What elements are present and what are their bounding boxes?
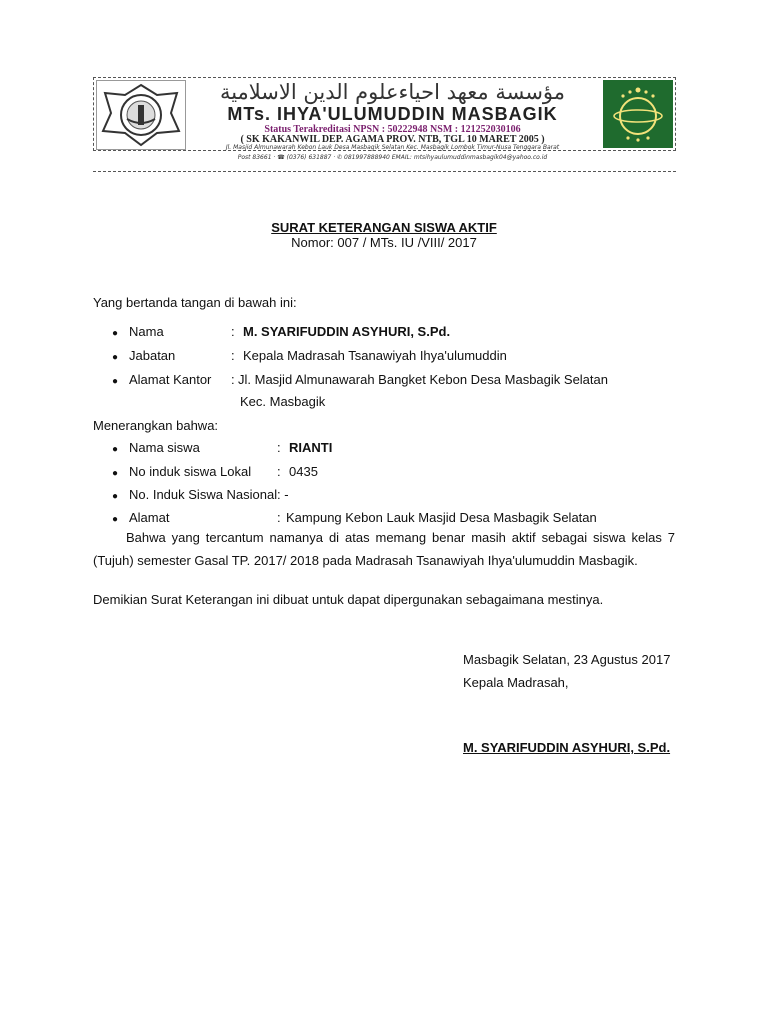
closing-text: Demikian Surat Keterangan ini dibuat untuk dapat dipergunakan sebagaimana mestinya.: [93, 592, 604, 607]
letterhead-divider: [93, 171, 676, 172]
student-national-id-label: No. Induk Siswa Nasional: [129, 487, 278, 502]
student-name-sep: :: [277, 440, 281, 455]
letterhead-contact: Post 83661 · ☎ (0376) 631887 · ✆ 081997888940 EMAIL: mtsihyaulumuddinmasbagik04@yahoo.co.id: [237, 154, 548, 161]
student-name-label: Nama siswa: [129, 440, 200, 455]
bullet-dot-icon: ●: [112, 376, 119, 387]
student-name-value: RIANTI: [289, 440, 333, 455]
document-number: Nomor: 007 / MTs. IU /VIII/ 2017: [291, 235, 477, 250]
signer-name-value: M. SYARIFUDDIN ASYHURI, S.Pd.: [243, 324, 451, 339]
student-address-sep: :: [277, 510, 281, 525]
document-title: SURAT KETERANGAN SISWA AKTIF: [271, 220, 497, 235]
letterhead-status: Status Terakreditasi NPSN : 50222948 NSM : 121252030106: [264, 124, 521, 135]
bullet-dot-icon: ●: [112, 468, 119, 479]
signer-position-label: Jabatan: [129, 348, 176, 363]
student-national-id-sep: : -: [277, 487, 289, 502]
statement-paragraph: [93, 527, 675, 572]
student-local-id-label: No induk siswa Lokal: [129, 464, 252, 479]
bullet-dot-icon: ●: [112, 352, 119, 363]
signer-position-sep: :: [231, 348, 235, 363]
signer-address-value-line2: Kec. Masbagik: [240, 394, 326, 409]
student-address-label: Alamat: [129, 510, 170, 525]
signature-name: M. SYARIFUDDIN ASYHURI, S.Pd.: [463, 740, 671, 755]
intro-text: Yang bertanda tangan di bawah ini:: [93, 295, 297, 310]
bullet-dot-icon: ●: [112, 491, 119, 502]
school-emblem-icon: [96, 80, 186, 150]
signer-address-value: Jl. Masjid Almunawarah Bangket Kebon Desa Masbagik Selatan: [238, 372, 608, 387]
nu-emblem-icon: [603, 80, 673, 148]
letterhead-school-name: MTs. IHYA'ULUMUDDIN MASBAGIK: [227, 104, 558, 124]
bullet-dot-icon: ●: [112, 444, 119, 455]
bullet-dot-icon: ●: [112, 514, 119, 525]
letterhead-arabic-name: مؤسسة معهد احياءعلوم الدين الاسلامية: [219, 80, 566, 104]
signer-name-label: Nama: [129, 324, 164, 339]
signature-place-date: Masbagik Selatan, 23 Agustus 2017: [463, 652, 671, 667]
student-local-id-sep: :: [277, 464, 281, 479]
signer-name-sep: :: [231, 324, 235, 339]
signature-position: Kepala Madrasah,: [463, 675, 569, 690]
statement-text: Bahwa yang tercantum namanya di atas memang benar masih aktif sebagai siswa kelas 7 (Tujuh) semester Gasal TP. 2017/ 2018 pada Madrasah Tsanawiyah Ihya'ulumuddin Masbagik.: [93, 530, 675, 568]
letterhead-address: Jl. Masjid Almunawarah Kebon Lauk Desa Masbagik Selatan Kec. Masbagik Lombok Timur-Nusa Tenggara Barat: [225, 144, 560, 151]
student-address-value: Kampung Kebon Lauk Masjid Desa Masbagik Selatan: [286, 510, 597, 525]
student-local-id-value: 0435: [289, 464, 318, 479]
signer-position-value: Kepala Madrasah Tsanawiyah Ihya'ulumuddin: [243, 348, 507, 363]
signer-address-sep: :: [231, 372, 235, 387]
bullet-dot-icon: ●: [112, 328, 119, 339]
menerangkan-text: Menerangkan bahwa:: [93, 418, 219, 433]
signer-address-label: Alamat Kantor: [129, 372, 212, 387]
letterhead-sk: ( SK KAKANWIL DEP. AGAMA PROV. NTB, TGL 10 MARET 2005 ): [240, 134, 545, 145]
